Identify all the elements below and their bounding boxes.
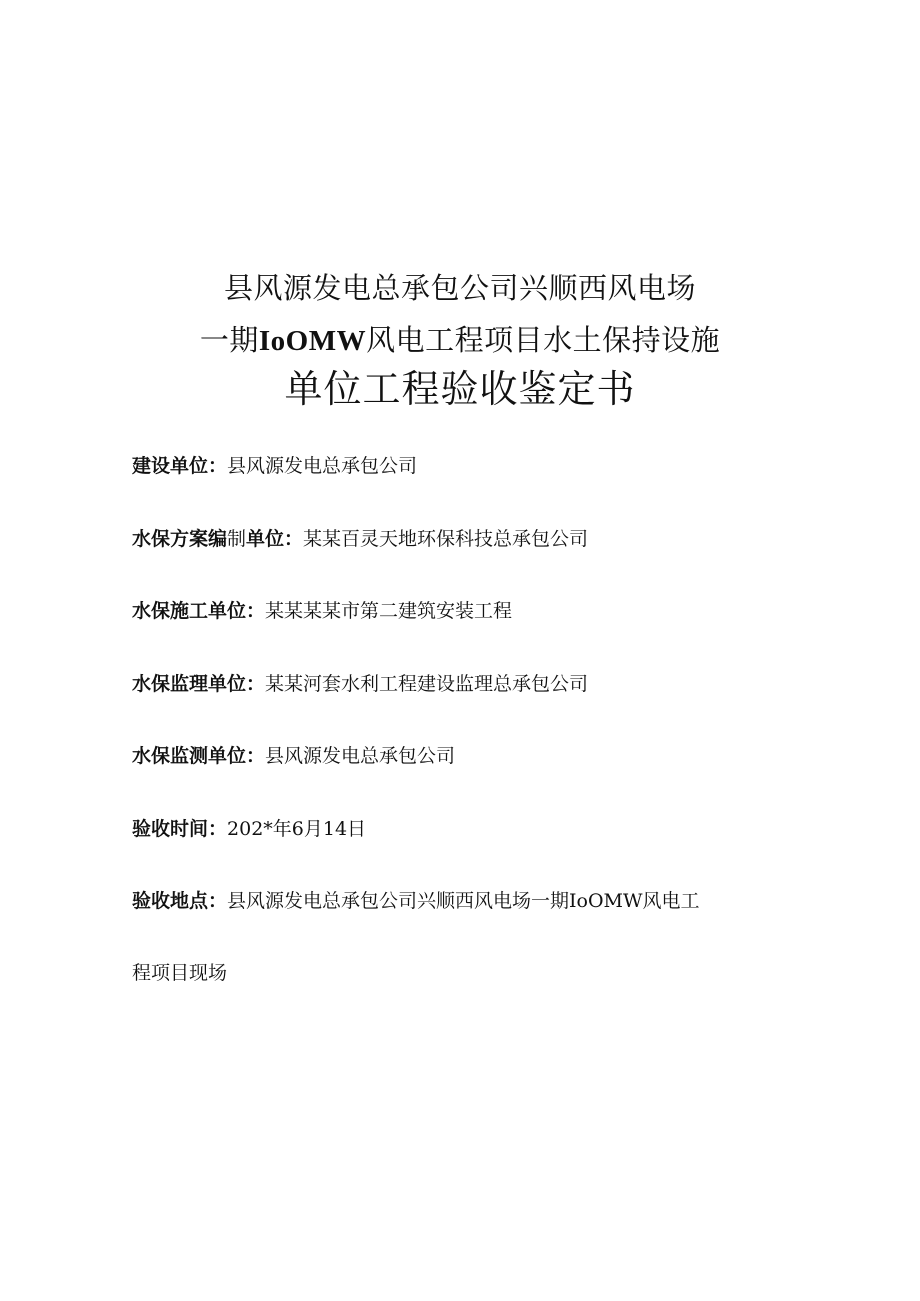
- plan-unit-row: [132, 530, 588, 549]
- document-title-line-3: 单位工程验收鉴定书: [284, 367, 636, 411]
- title-line-2-capacity: IoOMW: [258, 325, 367, 357]
- construction-contractor-label: 水保施工单位：: [132, 600, 266, 622]
- construction-unit-row: [132, 457, 417, 476]
- acceptance-location-label: 验收地点：: [132, 890, 228, 912]
- acceptance-location-continuation: 程项目现场: [132, 962, 228, 984]
- document-title-line-1: 县风源发电总承包公司兴顺西风电场: [223, 271, 696, 305]
- title-line-2-suffix: 风电工程项目水土保持设施: [366, 323, 721, 357]
- acceptance-location-row: [132, 892, 700, 911]
- construction-unit-label: 建设单位：: [132, 455, 228, 477]
- monitoring-unit-row: [132, 747, 455, 766]
- construction-unit-value: 县风源发电总承包公司: [227, 455, 418, 477]
- supervision-unit-value: 某某河套水利工程建设监理总承包公司: [265, 673, 589, 695]
- plan-unit-label-part-b: 制: [227, 528, 247, 550]
- acceptance-time-value: 202*年6月14日: [227, 818, 367, 840]
- plan-unit-value: 某某百灵天地环保科技总承包公司: [303, 528, 589, 550]
- plan-unit-label-part-a: 水保方案编: [132, 528, 228, 550]
- document-title-line-2: [0, 323, 920, 357]
- plan-unit-label-part-c: 单位：: [246, 528, 304, 550]
- plan-unit-label: [132, 528, 303, 550]
- acceptance-location-value: 县风源发电总承包公司兴顺西风电场一期IoOMW风电工: [227, 890, 700, 912]
- acceptance-time-label: 验收时间：: [132, 818, 228, 840]
- supervision-unit-row: [132, 675, 588, 694]
- construction-contractor-row: [132, 602, 512, 621]
- acceptance-time-row: [132, 820, 366, 839]
- construction-contractor-value: 某某某某市第二建筑安装工程: [265, 600, 513, 622]
- title-line-2-prefix: 一期: [199, 323, 259, 357]
- supervision-unit-label: 水保监理单位：: [132, 673, 266, 695]
- monitoring-unit-label: 水保监测单位：: [132, 745, 266, 767]
- monitoring-unit-value: 县风源发电总承包公司: [265, 745, 456, 767]
